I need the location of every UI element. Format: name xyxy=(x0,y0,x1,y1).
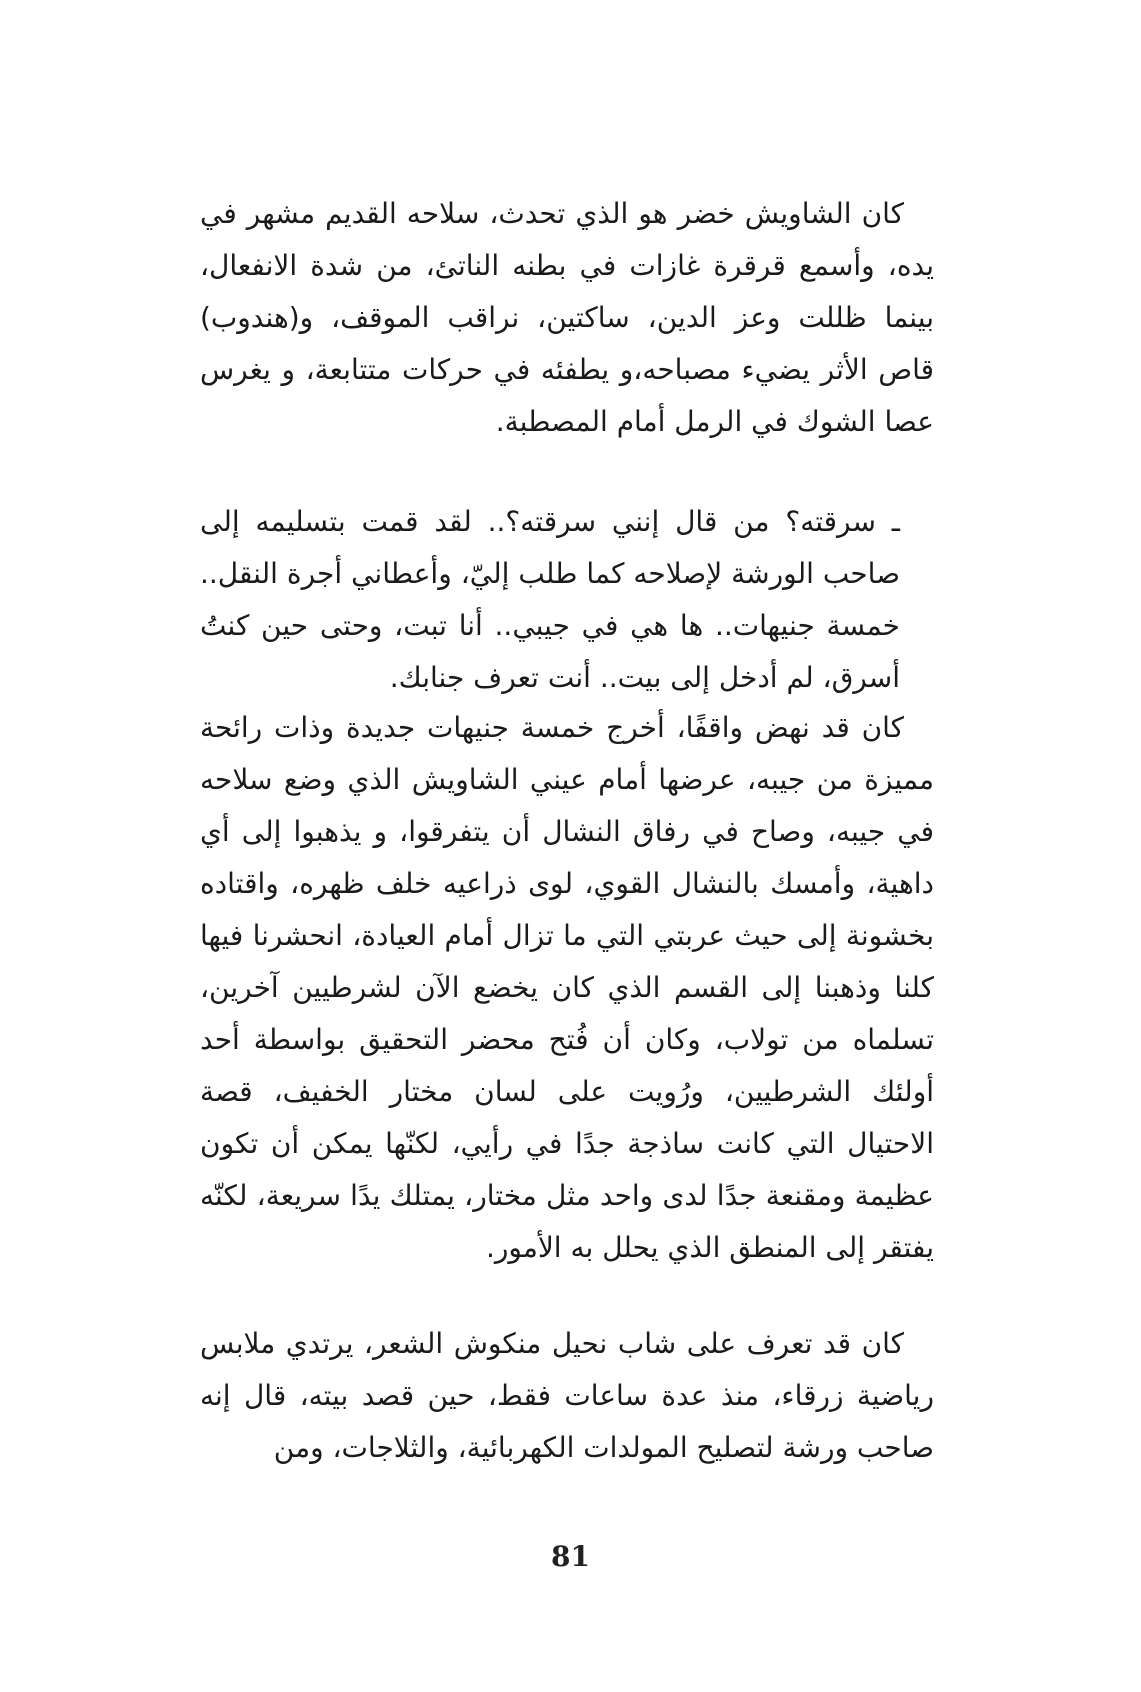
paragraph-1: كان الشاويش خضر هو الذي تحدث، سلاحه القديم مشهر في يده، وأسمع قرقرة غازات في بطنه الناتئ، من شدة الانفعال، بينما ظللت وعز الدين، ساكتين، نراقب الموقف، و(هندوب) قاص الأثر يضيء مصباحه،و يطفئه في حركات متتابعة، و يغرس عصا الشوك في الرمل أمام المصطبة. xyxy=(200,197,934,438)
paragraph-3: كان قد نهض واقفًا، أخرج خمسة جنيهات جديدة وذات رائحة مميزة من جيبه، عرضها أمام عيني الشاويش الذي وضع سلاحه في جيبه، وصاح في رفاق النشال أن يتفرقوا، و يذهبوا إلى أي داهية، وأمسك بالنشال القوي، لوى ذراعيه خلف ظهره، واقتاده بخشونة إلى حيث عربتي التي ما تزال أمام العيادة، انحشرنا فيها كلنا وذهبنا إلى القسم الذي كان يخضع الآن لشرطيين آخرين، تسلماه من تولاب، وكان أن فُتح محضر التحقيق بواسطة أحد أولئك الشرطيين، ورُويت على لسان مختار الخفيف، قصة الاحتيال التي كانت ساذجة جدًا في رأيي، لكنّها يمكن أن تكون عظيمة ومقنعة جدًا لدى واحد مثل مختار، يمتلك يدًا سريعة، لكنّه يفتقر إلى المنطق الذي يحلل به الأمور. xyxy=(200,711,934,1264)
dialogue-paragraph: ـ سرقته؟ من قال إنني سرقته؟.. لقد قمت بتسليمه إلى صاحب الورشة لإصلاحه كما طلب إليّ، وأعطاني أجرة النقل.. خمسة جنيهات.. ها هي في جيبي.. أنا تبت، وحتى حين كنتُ أسرق، لم أدخل إلى بيت.. أنت تعرف جنابك. xyxy=(200,505,900,694)
paragraph-4: كان قد تعرف على شاب نحيل منكوش الشعر، يرتدي ملابس رياضية زرقاء، منذ عدة ساعات فقط، حين قصد بيته، قال إنه صاحب ورشة لتصليح المولدات الكهربائية، والثلاجات، ومن xyxy=(200,1327,934,1464)
page-number: 81 xyxy=(551,1540,590,1573)
